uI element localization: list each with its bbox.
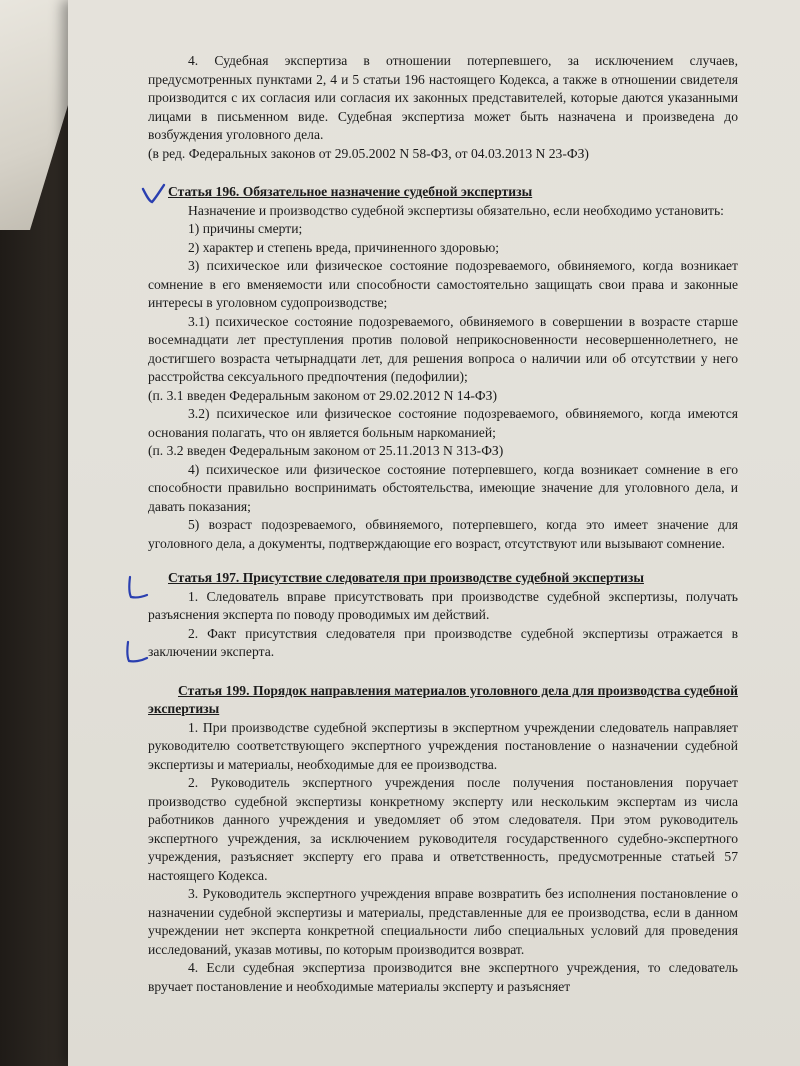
- article-196-item: 2) характер и степень вреда, причиненного здоровью;: [188, 239, 500, 255]
- article-196-note: (п. 3.2 введен Федеральным законом от 25.11.2013 N 313-ФЗ): [148, 443, 504, 458]
- article-196-item: 3.1) психическое состояние подозреваемого, обвиняемого в совершении в возрасте старше восемнадцати лет преступления против половой неприкосновенности несовершеннолетнего, не достигшего возраста четырнадцати лет, для решения вопроса о наличии или об отсутствии у него расстройства сексуального предпочтения (педофилии);: [148, 313, 738, 384]
- article-199-item: 4. Если судебная экспертиза производится вне экспертного учреждения, то следователь вручает постановление и необходимые материалы эксперту и разъясняет: [148, 960, 738, 994]
- article-197-item: 2. Факт присутствия следователя при производстве судебной экспертизы отражается в заключении эксперта.: [148, 625, 738, 659]
- article-196-item: 1) причины смерти;: [188, 221, 303, 236]
- article-199-item: 3. Руководитель экспертного учреждения вправе возвратить без исполнения постановление о назначении судебной экспертизы и материалы, представленные для ее производства, если в данном учреждении нет эксперта конкретной специальности либо специальных условий для проведения исследований, указав мотивы, по которым производится возврат.: [148, 886, 738, 957]
- article-196-item: 4) психическое или физическое состояние потерпевшего, когда возникает сомнение в его способности правильно воспринимать обстоятельства, имеющие значение для уголовного дела, и давать показания;: [148, 461, 738, 514]
- pen-checkmark-icon: [140, 183, 166, 205]
- article-199-item: 2. Руководитель экспертного учреждения после получения постановления поручает производство судебной экспертизы конкретному эксперту или нескольким экспертам из числа работников данного учреждения и уведомляет об этом следователя. При этом руководитель экспертного учреждения, за исключением руководителя государственного судебно-экспертного учреждения, разъясняет эксперту его права и ответственность, предусмотренные статьей 57 настоящего Кодекса.: [148, 775, 738, 883]
- article-199-heading: Статья 199. Порядок направления материалов уголовного дела для производства судебной экспертизы: [148, 682, 738, 716]
- article-196-item: 3.2) психическое или физическое состояние подозреваемого, обвиняемого, когда имеются основания полагать, что он является больным наркоманией;: [148, 406, 738, 440]
- amendment-note: (в ред. Федеральных законов от 29.05.2002 N 58-ФЗ, от 04.03.2013 N 23-ФЗ): [148, 145, 589, 161]
- document-text: [148, 52, 738, 996]
- pen-mark-icon: [124, 575, 150, 601]
- article-196-note: (п. 3.1 введен Федеральным законом от 29.02.2012 N 14-ФЗ): [148, 387, 497, 403]
- article-197-heading: Статья 197. Присутствие следователя при производстве судебной экспертизы: [168, 570, 644, 585]
- article-196-heading: Статья 196. Обязательное назначение судебной экспертизы: [168, 184, 533, 199]
- document-page: [68, 0, 800, 1066]
- article-196-intro: Назначение и производство судебной экспертизы обязательно, если необходимо установить:: [188, 202, 724, 218]
- article-196-item: 5) возраст подозреваемого, обвиняемого, потерпевшего, когда это имеет значение для уголовного дела, а документы, подтверждающие его возраст, отсутствуют или вызывают сомнение.: [148, 517, 738, 551]
- article-197-item: 1. Следователь вправе присутствовать при производстве судебной экспертизы, получать разъяснения эксперта по поводу проводимых им действий.: [148, 588, 738, 622]
- pen-mark-icon: [120, 640, 150, 666]
- article-199-item: 1. При производстве судебной экспертизы в экспертном учреждении следователь направляет руководителю соответствующего экспертного учреждения постановление о назначении судебной экспертизы и материалы, необходимые для ее производства.: [148, 719, 738, 772]
- paragraph-4: 4. Судебная экспертиза в отношении потерпевшего, за исключением случаев, предусмотренных пунктами 2, 4 и 5 статьи 196 настоящего Кодекса, а также в отношении свидетеля производится с их согласия или согласия их законных представителей, которые даются указанными лицами в письменном виде. Судебная экспертиза может быть назначена и произведена до возбуждения уголовного дела.: [148, 53, 738, 142]
- article-196-item: 3) психическое или физическое состояние подозреваемого, обвиняемого, когда возникает сомнение в его вменяемости или способности самостоятельно защищать свои права и законные интересы в уголовном судопроизводстве;: [148, 258, 738, 310]
